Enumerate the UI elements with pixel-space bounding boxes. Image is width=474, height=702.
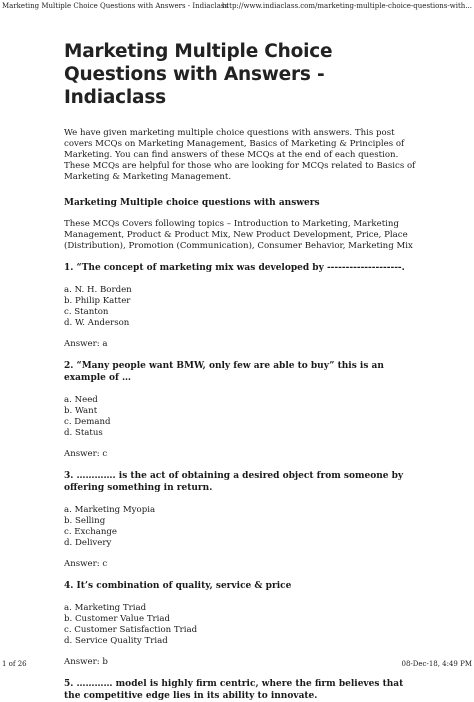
option: a. Marketing Myopia (64, 505, 156, 515)
section-heading: Marketing Multiple choice questions with answers (64, 198, 320, 208)
question-text: 2. “Many people want BMW, only few are able to buy” this is an example of … (64, 361, 384, 383)
answer-text: Answer: b (64, 657, 108, 667)
option: b. Want (64, 406, 98, 416)
question-text: 5. ………… model is highly firm centric, where the firm believes that the competitive edge lies in its ability to innovate. (64, 679, 404, 701)
print-timestamp: 08-Dec-18, 4:49 PM (401, 660, 472, 668)
question-block (64, 470, 416, 570)
answer-text: Answer: a (64, 339, 108, 349)
option: a. Need (64, 395, 98, 405)
option: d. Delivery (64, 538, 112, 548)
options-list (64, 505, 416, 549)
page-count: 1 of 26 (2, 660, 27, 668)
option: b. Customer Value Triad (64, 614, 171, 624)
options-list (64, 395, 416, 439)
question-block (64, 580, 416, 668)
option: a. Marketing Triad (64, 603, 147, 613)
option: b. Philip Katter (64, 296, 131, 306)
question-block (64, 360, 416, 460)
option: d. Status (64, 428, 103, 438)
question-text: 3. …………. is the act of obtaining a desired object from someone by offering something in return. (64, 471, 404, 493)
question-block (64, 678, 416, 702)
print-footer (0, 656, 474, 670)
answer-text: Answer: c (64, 559, 108, 569)
topics-paragraph: These MCQs Covers following topics – Introduction to Marketing, Marketing Management, Product & Product Mix, New Product Development, Price, Place (Distribution), Promotion (Communication), Consumer Behavior, Marketing Mix (64, 219, 413, 251)
option: c. Stanton (64, 307, 109, 317)
intro-paragraph: We have given marketing multiple choice questions with answers. This post covers MCQs on Marketing Management, Basics of Marketing & Principles of Marketing. You can find answers of these MCQs at the end of each question. These MCQs are helpful for those who are looking for MCQs related to Basics of Marketing & Marketing Management. (64, 128, 416, 182)
header-url: http://www.indiaclass.com/marketing-multiple-choice-questions-with... (221, 2, 472, 10)
question-block (64, 262, 416, 350)
document-page (64, 40, 416, 702)
option: c. Customer Satisfaction Triad (64, 625, 198, 635)
option: d. Service Quality Triad (64, 636, 168, 646)
question-text: 1. “The concept of marketing mix was developed by --------------------. (64, 263, 405, 273)
print-header (0, 0, 474, 14)
question-text: 4. It’s combination of quality, service & price (64, 581, 292, 591)
options-list (64, 603, 416, 647)
answer-text: Answer: c (64, 449, 108, 459)
option: a. N. H. Borden (64, 285, 132, 295)
option: d. W. Anderson (64, 318, 130, 328)
page-title: Marketing Multiple Choice Questions with Answers - Indiaclass (64, 41, 333, 108)
options-list (64, 285, 416, 329)
header-title: Marketing Multiple Choice Questions with Answers - Indiaclass (2, 2, 229, 10)
option: b. Selling (64, 516, 106, 526)
option: c. Demand (64, 417, 111, 427)
option: c. Exchange (64, 527, 117, 537)
